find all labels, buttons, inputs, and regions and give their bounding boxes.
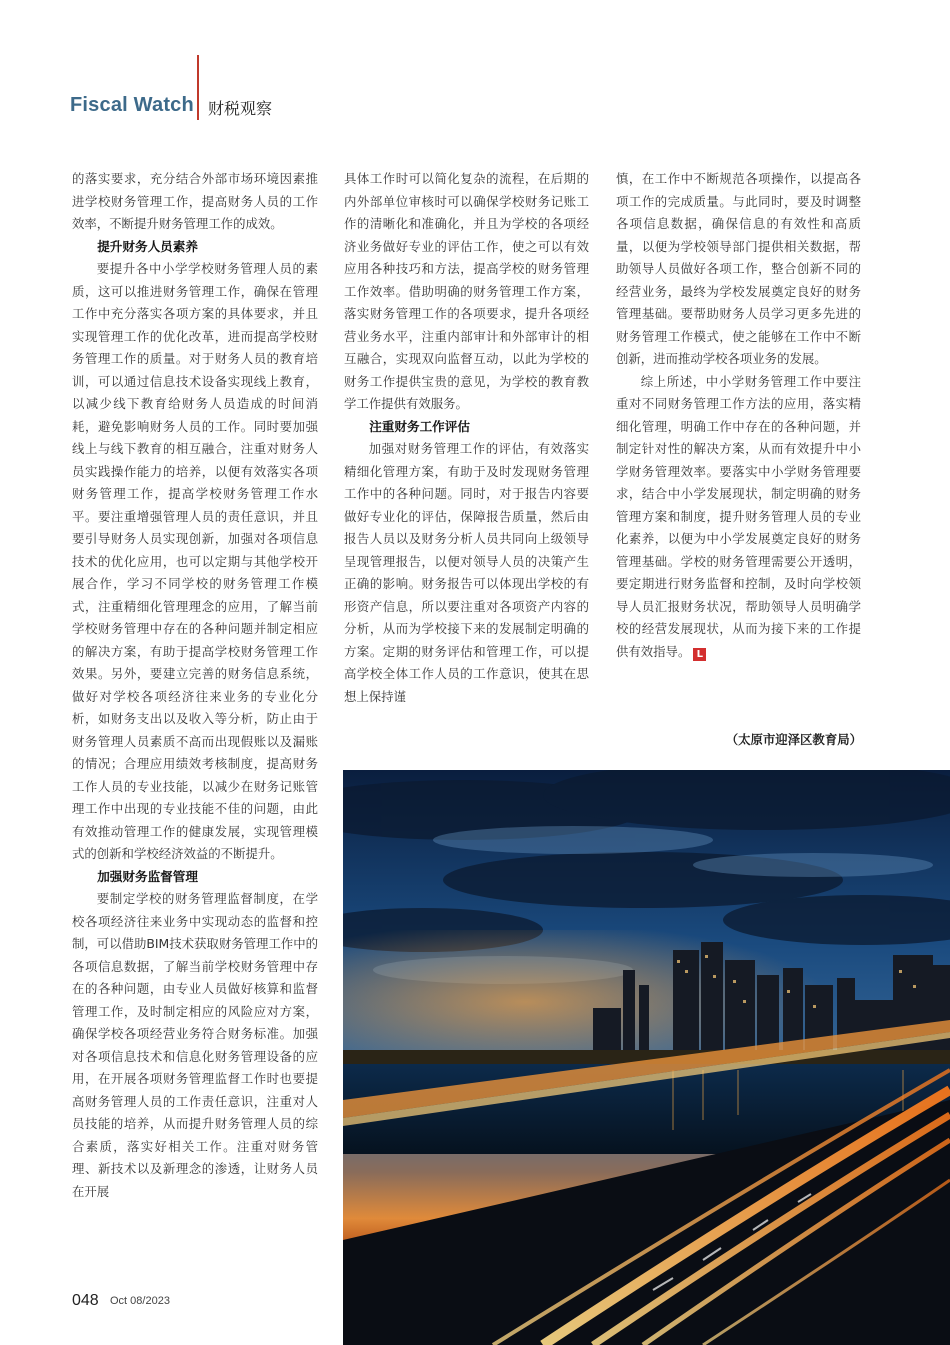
- paragraph-conclusion: [616, 371, 861, 664]
- paragraph: 要制定学校的财务管理监督制度，在学校各项经济往来业务中实现动态的监督和控制，可以借助BIM技术获取财务管理工作中的各项信息数据，了解当前学校财务管理中存在的各种问题，由专业人员做好核算和监督管理工作，及时制定相应的风险应对方案，确保学校各项经营业务符合财务标准。加强对各项信息技术和信息化财务管理设备的应用，在开展各项财务管理监督工作时也要提高财务管理人员的工作责任意识，注重对人员技能的培养，从而提升财务管理人员的综合素质，落实好相关工作。注重对财务管理、新技术以及新理念的渗透，让财务人员在开展: [72, 891, 318, 1199]
- header-divider: [197, 55, 199, 120]
- paragraph: 慎，在工作中不断规范各项操作，以提高各项工作的完成质量。与此同时，要及时调整各项信息数据，确保信息的有效性和高质量，以便为学校领导部门提供相关数据，帮助领导人员做好各项工作，整合创新不同的经营业务，最终为学校发展奠定良好的财务管理基础。要帮助财务人员学习更多先进的财务管理工作模式，使之能够在工作中不断创新，进而推动学校各项业务的发展。: [616, 171, 861, 366]
- section-title-chinese: 财税观察: [208, 99, 273, 118]
- city-night-photo: [343, 770, 950, 1345]
- section-title-english: Fiscal Watch: [70, 94, 194, 116]
- article-column-3: [616, 168, 861, 663]
- subheading-supervision: 加强财务监督管理: [97, 868, 198, 884]
- article-column-2: [344, 168, 589, 708]
- paragraph: 的落实要求，充分结合外部市场环境因素推进学校财务管理工作，提高财务人员的工作效率，不断提升财务管理工作的成效。: [72, 171, 318, 231]
- paragraph: 具体工作时可以简化复杂的流程，在后期的内外部单位审核时可以确保学校财务记账工作的清晰化和准确化，并且为学校的各项经济业务做好专业的评估工作，使之可以有效应用各种技巧和方法，提高学校的财务管理工作效率。借助明确的财务管理工作方案，落实财务管理工作的各项要求，提升各项经营业务水平，注重内部审计和外部审计的相互融合，实现双向监督互动，以此为学校的财务工作提供宝贵的意见，为学校的教育教学工作提供有效服务。: [344, 171, 589, 411]
- subheading-evaluation: 注重财务工作评估: [369, 418, 470, 434]
- subheading-staff-quality: 提升财务人员素养: [97, 238, 198, 254]
- author-affiliation: （太原市迎泽区教育局）: [725, 732, 862, 747]
- conclusion-text: 综上所述，中小学财务管理工作中要注重对不同财务管理工作方法的应用，落实精细化管理，明确工作中存在的各种问题，并制定针对性的解决方案，从而有效提升中小学财务管理效率。要落实中小学财务管理要求，结合中小学发展现状，制定明确的财务管理方案和制度，提升财务管理人员的专业化素养，以便为中小学发展奠定良好的财务管理基础。学校的财务管理需要公开透明，要定期进行财务监督和控制，及时向学校领导人员汇报财务状况，帮助领导人员明确学校的经营发展现状，从而为接下来的工作提供有效指导。: [616, 373, 861, 659]
- paragraph: 要提升各中小学学校财务管理人员的素质，这可以推进财务管理工作，确保在管理工作中充分落实各项方案的具体要求，并且实现管理工作的优化改革，进而提高学校财务管理工作的质量。对于财务人员的教育培训，可以通过信息技术设备实现线上教育，以减少线下教育给财务人员造成的时间消耗，避免影响财务人员的工作。同时要加强线上与线下教育的相互融合，注重对财务人员实践操作能力的培养，以便有效落实各项财务管理工作，提高学校财务管理工作水平。要注重增强管理人员的责任意识，并且要引导财务人员实现创新，加强对各项信息技术的优化应用，也可以定期与其他学校开展合作，学习不同学校的财务管理工作模式，注重精细化管理理念的应用，了解当前学校财务管理中存在的各种问题并制定相应的解决方案，有助于提高学校财务管理工作效果。另外，要建立完善的财务信息系统，做好对学校各项经济往来业务的专业化分析，如财务支出以及收入等分析，防止由于财务管理人员素质不高而出现假账以及漏账的情况；合理应用绩效考核制度，提高财务工作人员的专业技能，以减少在财务记账管理工作中出现的专业技能不佳的问题，由此有效推动管理工作的健康发展，实现管理模式的创新和学校经济效益的不断提升。: [72, 261, 318, 861]
- article-end-mark: L: [693, 648, 706, 661]
- issue-date: Oct 08/2023: [110, 1295, 170, 1307]
- paragraph: 加强对财务管理工作的评估，有效落实精细化管理方案，有助于及时发现财务管理工作中的各种问题。同时，对于报告内容要做好专业化的评估，保障报告质量，然后由报告人员以及财务分析人员共同向上级领导呈现管理报告，以便对领导人员的决策产生正确的影响。财务报告可以体现出学校的有形资产信息，所以要注重对各项资产内容的分析，从而为学校接下来的发展制定明确的方案。定期的财务评估和管理工作，可以提高学校全体工作人员的工作意识，使其在思想上保持谨: [344, 441, 589, 704]
- page-number: 048: [72, 1292, 99, 1309]
- article-column-1: [72, 168, 318, 1203]
